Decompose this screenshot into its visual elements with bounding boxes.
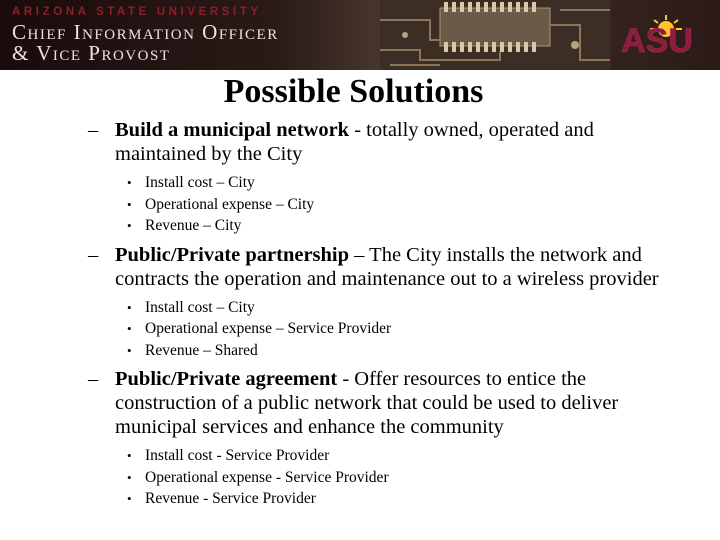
office-title-line-2: & Vice Provost — [12, 41, 171, 65]
circuit-board-graphic — [380, 0, 610, 70]
solution-item — [0, 118, 720, 166]
sub-bullet-text: Install cost – City — [145, 174, 255, 191]
solution-heading: Build a municipal network — [115, 119, 350, 141]
sub-bullet — [0, 172, 720, 194]
sub-bullet-text: Operational expense - Service Provider — [145, 468, 389, 486]
solution-heading: Public/Private agreement — [115, 368, 338, 390]
header-banner — [0, 0, 720, 70]
office-title-line-1: Chief Information Officer — [12, 20, 279, 44]
sub-bullet — [0, 215, 720, 237]
sub-bullet — [0, 318, 720, 340]
solution-description: totally owned, operated and maintained by the City — [115, 119, 594, 165]
sub-bullet-text: Revenue - Service Provider — [145, 490, 316, 507]
sub-bullet — [0, 467, 720, 489]
bullet-icon: • — [127, 491, 132, 506]
separator: - — [337, 368, 355, 390]
separator: – — [349, 243, 370, 266]
bullet-icon: • — [127, 321, 132, 336]
sub-bullet — [0, 445, 720, 467]
solution-description: The City installs the network and contracts the operation and maintenance out to a wireless provider — [115, 243, 659, 290]
sub-bullet — [0, 297, 720, 319]
asu-logo — [614, 15, 700, 55]
sub-bullet-text: Install cost - Service Provider — [145, 447, 330, 464]
slide-title: Possible Solutions — [223, 73, 484, 110]
sub-bullet-text: Operational expense – Service Provider — [145, 320, 392, 337]
sub-bullet — [0, 340, 720, 362]
separator: - — [349, 119, 367, 141]
dash-marker: – — [88, 243, 99, 266]
solution-description: Offer resources to entice the construction of a public network that could be used to deliver municipal services and enhance the community — [115, 368, 619, 438]
sub-bullet-text: Install cost – City — [145, 298, 255, 316]
sub-bullet-text: Operational expense – City — [145, 195, 315, 213]
bullet-icon: • — [127, 175, 132, 190]
slide-body — [0, 118, 720, 510]
bullet-icon: • — [127, 196, 132, 212]
university-name: ARIZONA STATE UNIVERSITY — [12, 6, 262, 18]
solution-item — [0, 243, 720, 291]
dash-marker: – — [88, 119, 99, 141]
solution-heading: Public/Private partnership — [115, 243, 350, 266]
sub-bullet-text: Revenue – Shared — [145, 341, 258, 359]
bullet-icon: • — [127, 469, 132, 485]
sub-bullet-text: Revenue – City — [145, 217, 242, 234]
sub-bullet — [0, 488, 720, 510]
bullet-icon: • — [127, 299, 132, 315]
asu-logo-text: ASU — [621, 22, 693, 55]
bullet-icon: • — [127, 218, 132, 233]
sub-bullet — [0, 194, 720, 216]
bullet-icon: • — [127, 342, 132, 358]
solution-item — [0, 367, 720, 439]
dash-marker: – — [88, 368, 99, 390]
bullet-icon: • — [127, 448, 132, 463]
